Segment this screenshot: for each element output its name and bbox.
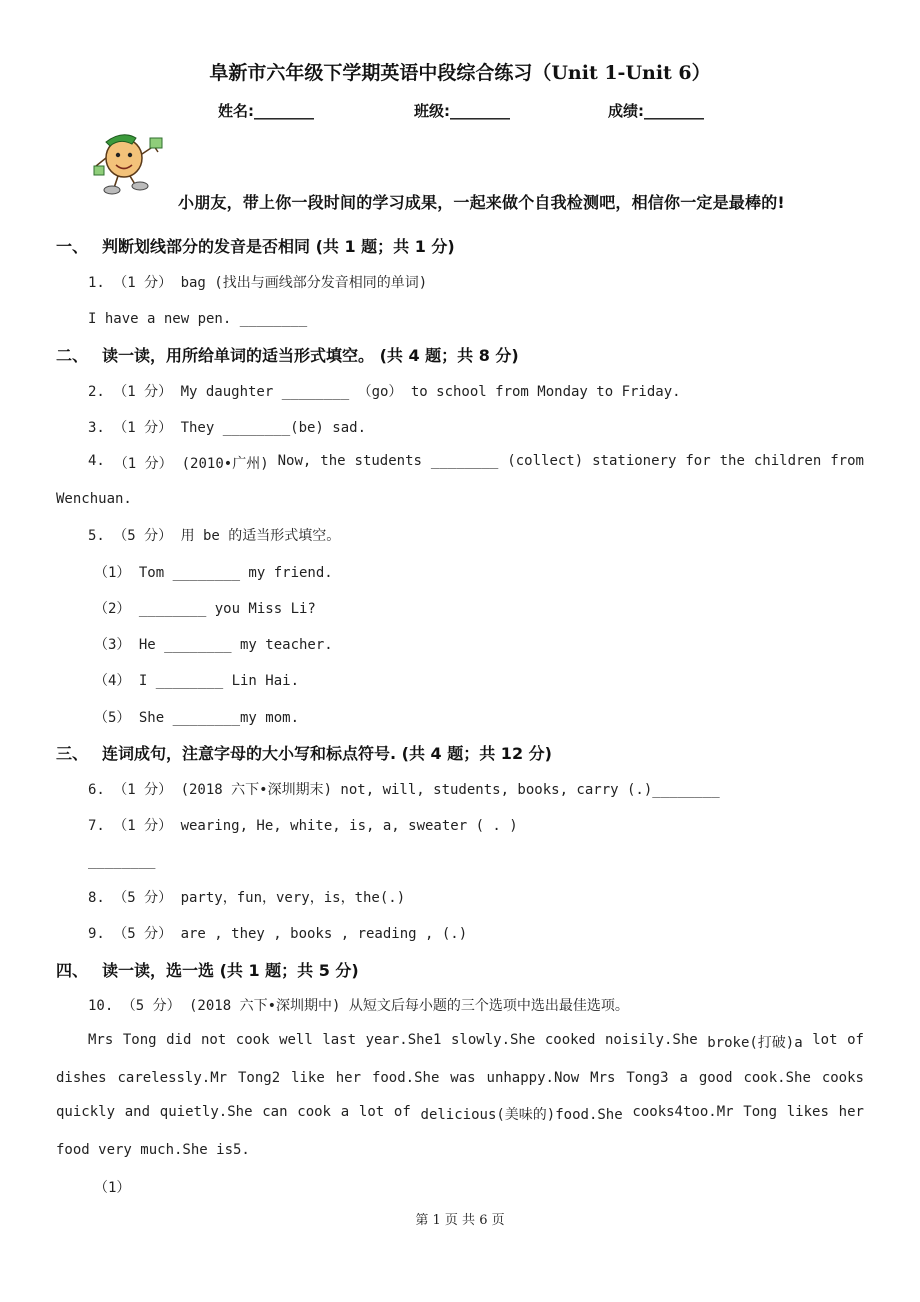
section-number: 一、 bbox=[56, 237, 89, 256]
word: cook bbox=[235, 1032, 270, 1048]
class-field-label: 班级:________ bbox=[414, 102, 510, 120]
section-title: 判断划线部分的发音是否相同 (共 1 题；共 1 分) bbox=[102, 237, 455, 256]
word: cooks4too.Mr bbox=[632, 1104, 734, 1120]
passage-line-1 bbox=[88, 1032, 864, 1052]
question-4-continuation: Wenchuan. bbox=[56, 491, 132, 507]
word: （1 分） bbox=[113, 456, 173, 472]
word: 4. bbox=[88, 453, 105, 469]
word: slowly.She bbox=[451, 1032, 536, 1048]
word: Tong bbox=[122, 1032, 157, 1048]
word: cooks bbox=[821, 1070, 864, 1086]
word: for bbox=[685, 453, 711, 469]
word: food.She bbox=[371, 1070, 440, 1086]
section-heading-4 bbox=[56, 958, 359, 981]
question-10-sub-1: （1） bbox=[94, 1180, 131, 1196]
question-9: 9. （5 分） are , they , books , reading , (.) bbox=[88, 926, 468, 942]
word: lot bbox=[358, 1104, 385, 1120]
word: (2010•广州) bbox=[181, 456, 269, 472]
word: did bbox=[166, 1032, 192, 1048]
word: a bbox=[340, 1104, 350, 1120]
passage-line-3 bbox=[56, 1104, 864, 1124]
question-4 bbox=[88, 453, 864, 473]
question-7: 7. （1 分） wearing, He, white, is, a, sweater ( . ) bbox=[88, 818, 518, 834]
section-title: 读一读，用所给单词的适当形式填空。 (共 4 题；共 8 分) bbox=[102, 346, 519, 365]
word: her bbox=[335, 1070, 362, 1086]
passage-line-4: food very much.She is5. bbox=[56, 1142, 250, 1158]
word: like bbox=[291, 1070, 325, 1086]
word: of bbox=[847, 1032, 864, 1048]
word: Mrs bbox=[88, 1032, 114, 1048]
word: unhappy.Now bbox=[486, 1070, 580, 1086]
word: Tong2 bbox=[238, 1070, 281, 1086]
question-5-sub-5: （5） She ________my mom. bbox=[94, 710, 300, 726]
intro-text: 小朋友，带上你一段时间的学习成果，一起来做个自我检测吧，相信你一定是最棒的! bbox=[178, 193, 785, 212]
word: dishes bbox=[56, 1070, 107, 1086]
section-heading-3 bbox=[56, 741, 552, 764]
name-field-label: 姓名:________ bbox=[218, 102, 314, 120]
word: (collect) bbox=[507, 453, 584, 469]
word: likes bbox=[786, 1104, 829, 1120]
question-5: 5. （5 分） 用 be 的适当形式填空。 bbox=[88, 528, 341, 544]
word: from bbox=[830, 453, 864, 469]
word: cook bbox=[297, 1104, 331, 1120]
section-title: 连词成句，注意字母的大小写和标点符号. (共 4 题；共 12 分) bbox=[102, 744, 552, 763]
question-5-sub-3: （3） He ________ my teacher. bbox=[94, 637, 333, 653]
word: Tong3 bbox=[626, 1070, 669, 1086]
question-1: 1. （1 分） bag (找出与画线部分发音相同的单词) bbox=[88, 275, 428, 291]
passage-line-2 bbox=[56, 1070, 864, 1086]
word: was bbox=[450, 1070, 476, 1086]
question-5-sub-4: （4） I ________ Lin Hai. bbox=[94, 673, 300, 689]
word: noisily.She bbox=[604, 1032, 698, 1048]
blank: ________ bbox=[430, 453, 499, 469]
word: lot bbox=[812, 1032, 838, 1048]
question-2: 2. （1 分） My daughter ________ （go） to school from Monday to Friday. bbox=[88, 384, 681, 400]
word: not bbox=[200, 1032, 227, 1048]
word: students bbox=[354, 453, 422, 469]
word: delicious(美味的)food.She bbox=[420, 1107, 623, 1123]
word: last bbox=[322, 1032, 357, 1048]
word: a bbox=[679, 1070, 688, 1086]
word: of bbox=[393, 1104, 411, 1120]
word: well bbox=[279, 1032, 313, 1048]
word: quietly.She bbox=[159, 1104, 253, 1120]
word: cook.She bbox=[743, 1070, 811, 1086]
word: the bbox=[719, 453, 745, 469]
word: her bbox=[838, 1104, 864, 1120]
section-number: 二、 bbox=[56, 346, 89, 365]
score-field-label: 成绩:________ bbox=[608, 102, 704, 120]
word: Tong bbox=[743, 1104, 778, 1120]
question-5-sub-1: （1） Tom ________ my friend. bbox=[94, 565, 333, 581]
word: can bbox=[262, 1104, 288, 1120]
document-title: 阜新市六年级下学期英语中段综合练习（Unit 1-Unit 6） bbox=[209, 62, 711, 84]
section-number: 三、 bbox=[56, 744, 89, 763]
word: quickly bbox=[56, 1104, 116, 1120]
question-8: 8. （5 分） party，fun，very，is，the(.) bbox=[88, 890, 406, 906]
word: the bbox=[320, 453, 346, 469]
question-7-answer-line: ________ bbox=[88, 853, 156, 869]
word: broke(打破)a bbox=[707, 1035, 803, 1051]
word: Mrs bbox=[590, 1070, 616, 1086]
page-footer: 第 1 页 共 6 页 bbox=[415, 1213, 505, 1228]
word: children bbox=[753, 453, 822, 469]
question-3: 3. （1 分） They ________(be) sad. bbox=[88, 420, 367, 436]
word: Now, bbox=[277, 453, 312, 469]
section-heading-1 bbox=[56, 234, 455, 257]
section-title: 读一读，选一选 (共 1 题；共 5 分) bbox=[102, 961, 359, 980]
question-5-sub-2: （2） ________ you Miss Li? bbox=[94, 601, 316, 617]
mascot-cartoon-icon bbox=[92, 128, 170, 196]
question-1-answer-line: I have a new pen. ________ bbox=[88, 311, 308, 327]
word: good bbox=[698, 1070, 733, 1086]
word: and bbox=[124, 1104, 151, 1120]
word: cooked bbox=[544, 1032, 596, 1048]
word: carelessly.Mr bbox=[117, 1070, 228, 1086]
section-heading-2 bbox=[56, 343, 519, 366]
question-10: 10. （5 分） (2018 六下•深圳期中) 从短文后每小题的三个选项中选出最佳选项。 bbox=[88, 998, 629, 1014]
word: year.She1 bbox=[365, 1032, 442, 1048]
question-6: 6. （1 分） (2018 六下•深圳期末) not, will, students, books, carry (.)________ bbox=[88, 782, 720, 798]
section-number: 四、 bbox=[56, 961, 89, 980]
word: stationery bbox=[592, 453, 677, 469]
